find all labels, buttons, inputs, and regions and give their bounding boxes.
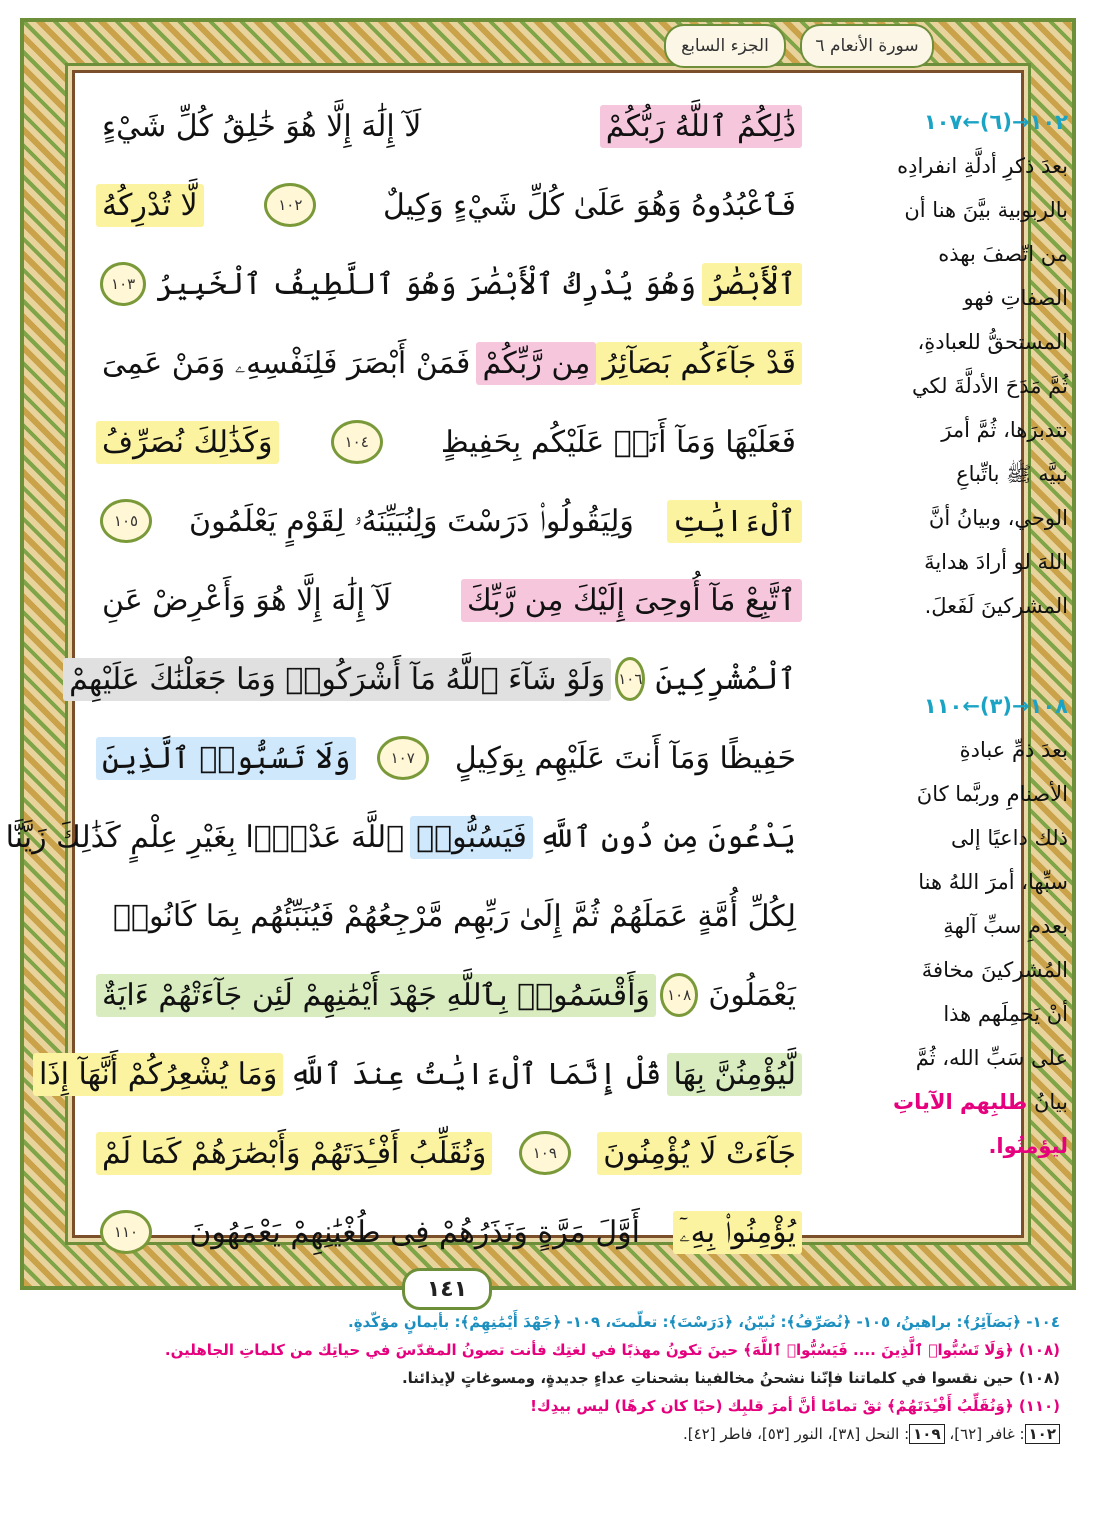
verse-text: أَوَّلَ مَرَّةٍ وَنَذَرُهُمْ فِى طُغْيَٰنِهِمْ يَعْمَهُونَ bbox=[189, 1214, 640, 1250]
quran-line bbox=[90, 325, 808, 401]
commentary-line: بعدَ ذكرِ أدلَّةِ انفرادِه bbox=[897, 154, 1068, 178]
section-spacer bbox=[846, 628, 1068, 684]
verse-text: يَعْمَلُونَ bbox=[708, 977, 796, 1013]
quran-line bbox=[90, 483, 808, 559]
highlighted-verse-text: ذَٰلِكُمُ ٱللَّهُ رَبُّكُمْ bbox=[600, 105, 802, 148]
juz-label: الجزء السابع bbox=[681, 36, 769, 56]
verse-text: قُلْ إِنَّمَا ٱلْءَايَٰتُ عِندَ ٱللَّهِ bbox=[289, 1056, 662, 1092]
verse-text: حَفِيظًا وَمَآ أَنتَ عَلَيْهِم بِوَكِيلٍ bbox=[454, 740, 796, 776]
commentary-line: بعدمِ سبِّ آلهةِ bbox=[943, 914, 1068, 938]
page-number bbox=[402, 1268, 492, 1310]
reflection-footnote: (١٠٨) حين نقسوا في كلماتنا فإنّنا نشحنُ مخالفينا بشحناتِ عداءٍ جديدةٍ، ومسوغاتٍ لإيذائنا. bbox=[401, 1369, 1060, 1387]
commentary-line: الوحي، وبيانُ أنَّ bbox=[928, 506, 1068, 530]
reflection-footnote: (١٠٨) ﴿وَلَا تَسُبُّوا۟ ٱلَّذِينَ .... فَيَسُبُّوا۟ ٱللَّهَ﴾ حينَ تكونُ مهذبًا في لغتِك فأنت تصونُ المقدّسَ في حياتِك من كلماتِ الجاهلين. bbox=[164, 1341, 1060, 1359]
ayah-number-marker: ١١٠ bbox=[100, 1210, 152, 1254]
surah-badge bbox=[800, 24, 934, 68]
quran-line bbox=[90, 878, 808, 954]
verse-text: ٱلْمُشْرِكِينَ bbox=[655, 661, 796, 697]
cross-references bbox=[60, 1420, 1060, 1448]
quran-line bbox=[90, 88, 808, 164]
verse-text: يَدْعُونَ مِن دُونِ ٱللَّهِ bbox=[538, 819, 796, 855]
highlighted-verse-text: وَكَذَٰلِكَ نُصَرِّفُ bbox=[96, 421, 279, 464]
commentary-line: من اتّصفَ بهذه bbox=[938, 242, 1068, 266]
commentary-line: بالربوبية بيَّنَ هنا أن bbox=[904, 198, 1068, 222]
verse-text: لَآ إِلَٰهَ إِلَّا هُوَ وَأَعْرِضْ عَنِ bbox=[102, 582, 392, 618]
ref-verse-number: ١٠٩ bbox=[909, 1424, 944, 1444]
verse-text: ٱللَّهَ عَدْوًۢا بِغَيْرِ عِلْمٍ كَذَٰلِكَ زَيَّنَّا bbox=[5, 819, 405, 855]
highlighted-verse-text: ٱتَّبِعْ مَآ أُوحِىَ إِلَيْكَ مِن رَّبِّكَ bbox=[461, 579, 802, 622]
section-range-title: ١٠٨→(٣)←١١٠ bbox=[923, 694, 1068, 718]
commentary-line: الصفاتِ فهو bbox=[963, 286, 1068, 310]
highlighted-verse-text: وَأَقْسَمُوا۟ بِٱللَّهِ جَهْدَ أَيْمَٰنِهِمْ لَئِن جَآءَتْهُمْ ءَايَةٌ bbox=[96, 974, 656, 1017]
highlighted-verse-text: لَّيُؤْمِنُنَّ بِهَا bbox=[667, 1053, 802, 1096]
ref-verse-number: ١٠٢ bbox=[1025, 1424, 1060, 1444]
commentary-line: أنْ يَحمِلَهم هذا bbox=[943, 1002, 1068, 1026]
highlighted-verse-text: يُؤْمِنُوا۟ بِهِۦٓ bbox=[673, 1211, 802, 1254]
verse-text: لَآ إِلَٰهَ إِلَّا هُوَ خَٰلِقُ كُلِّ شَيْءٍ bbox=[102, 108, 422, 144]
commentary-text: بيانُ bbox=[1033, 1090, 1068, 1114]
commentary-line: على سَبِّ الله، ثُمَّ bbox=[915, 1046, 1068, 1070]
verse-text: وَهُوَ يُدْرِكُ ٱلْأَبْصَٰرَ وَهُوَ ٱللَّطِيفُ ٱلْخَبِيرُ bbox=[156, 266, 697, 302]
commentary-line: نبيَّه ﷺ باتِّباعِ bbox=[956, 462, 1068, 486]
ayah-number-marker: ١٠٧ bbox=[377, 736, 429, 780]
commentary-section-2 bbox=[846, 684, 1068, 1168]
verse-text: وَلِيَقُولُوا۟ دَرَسْتَ وَلِنُبَيِّنَهُۥ لِقَوْمٍ يَعْلَمُونَ bbox=[189, 503, 634, 539]
highlighted-verse-text: وَنُقَلِّبُ أَفْـِٔدَتَهُمْ وَأَبْصَٰرَهُمْ كَمَا لَمْ bbox=[96, 1132, 492, 1175]
ref-text: : النحل [٣٨]، النور [٥٣]، فاطر [٤٢]. bbox=[683, 1425, 910, 1443]
ayah-number-marker: ١٠٥ bbox=[100, 499, 152, 543]
ayah-number-marker: ١٠٦ bbox=[615, 657, 645, 701]
commentary-line: الأصنامِ وربَّما كانَ bbox=[916, 782, 1068, 806]
commentary-section-1 bbox=[846, 100, 1068, 628]
quran-line bbox=[90, 167, 808, 243]
highlighted-verse-text: وَلَا تَسُبُّوا۟ ٱلَّذِينَ bbox=[96, 737, 356, 780]
commentary-line: المُشركينَ مخافةَ bbox=[921, 958, 1068, 982]
verse-text: فَمَنْ أَبْصَرَ فَلِنَفْسِهِۦ وَمَنْ عَمِىَ bbox=[102, 345, 471, 381]
commentary-line: ثُمَّ مَدَحَ الأدلَّةَ لكي bbox=[912, 374, 1068, 398]
quran-line bbox=[90, 720, 808, 796]
commentary-line: سبِّها، أمرَ اللهُ هنا bbox=[918, 870, 1068, 894]
vocabulary-footnote: ١٠٤- ﴿بَصَآئِرُ﴾: براهينُ، ١٠٥- ﴿نُصَرِّفُ﴾: نُبيّنُ، ﴿دَرَسْتَ﴾: تعلّمتَ، ١٠٩- ﴿جَهْدَ أَيْمَٰنِهِمْ﴾: بأيمانٍ مؤكّدةٍ. bbox=[348, 1313, 1060, 1331]
ref-text: : غافر [٦٢]، bbox=[949, 1425, 1025, 1443]
highlighted-verse-text: لَّا تُدْرِكُهُ bbox=[96, 184, 204, 227]
ayah-number-marker: ١٠٤ bbox=[331, 420, 383, 464]
ayah-number-marker: ١٠٢ bbox=[264, 183, 316, 227]
ayah-number-marker: ١٠٩ bbox=[519, 1131, 571, 1175]
commentary-emphasis: طلبِهم الآياتِ bbox=[893, 1090, 1028, 1114]
highlighted-verse-text: قَدْ جَآءَكُم بَصَآئِرُ bbox=[596, 342, 802, 385]
quran-line bbox=[90, 1194, 808, 1270]
footnotes bbox=[60, 1308, 1060, 1448]
section-range-title: ١٠٢→(٦)←١٠٧ bbox=[923, 110, 1068, 134]
juz-badge bbox=[664, 24, 786, 68]
quran-line bbox=[69, 641, 808, 717]
commentary-column bbox=[846, 100, 1068, 1168]
highlighted-verse-text: ٱلْءَايَٰتِ bbox=[667, 500, 802, 543]
quran-line bbox=[5, 799, 808, 875]
quran-line bbox=[38, 1036, 808, 1112]
surah-label: سورة الأنعام ٦ bbox=[815, 36, 919, 56]
quran-line bbox=[90, 1115, 808, 1191]
commentary-line: المستحقُّ للعبادةِ، bbox=[917, 330, 1068, 354]
highlighted-verse-text: ٱلْأَبْصَٰرُ bbox=[702, 263, 802, 306]
commentary-line: نتدبرَها، ثُمَّ أمرَ bbox=[941, 418, 1068, 442]
highlighted-verse-text: وَمَا يُشْعِرُكُمْ أَنَّهَآ إِذَا bbox=[33, 1053, 283, 1096]
quran-line bbox=[90, 404, 808, 480]
quran-line bbox=[90, 562, 808, 638]
highlighted-verse-text: جَآءَتْ لَا يُؤْمِنُونَ bbox=[597, 1132, 802, 1175]
page-number-label: ١٤١ bbox=[426, 1276, 468, 1302]
commentary-emphasis: ليؤمنُوا. bbox=[988, 1134, 1068, 1158]
verse-text: فَعَلَيْهَا وَمَآ أَنَا۠ عَلَيْكُم بِحَفِيظٍ bbox=[440, 424, 796, 460]
quran-text bbox=[5, 88, 808, 1250]
quran-line bbox=[90, 246, 808, 322]
commentary-line: ذلك داعيًا إلى bbox=[951, 826, 1068, 850]
highlighted-verse-text: مِن رَّبِّكُمْ bbox=[476, 342, 596, 385]
commentary-line: اللهَ لو أرادَ هدايةَ bbox=[924, 550, 1068, 574]
ayah-number-marker: ١٠٨ bbox=[660, 973, 698, 1017]
quran-line bbox=[90, 957, 808, 1033]
verse-text: فَٱعْبُدُوهُ وَهُوَ عَلَىٰ كُلِّ شَيْءٍ وَكِيلٌ bbox=[383, 187, 796, 223]
highlighted-verse-text: وَلَوْ شَآءَ ٱللَّهُ مَآ أَشْرَكُوا۟ وَمَا جَعَلْنَٰكَ عَلَيْهِمْ bbox=[63, 658, 611, 701]
verse-text: لِكُلِّ أُمَّةٍ عَمَلَهُمْ ثُمَّ إِلَىٰ رَبِّهِم مَّرْجِعُهُمْ فَيُنَبِّئُهُم بِمَا كَانُوا۟ bbox=[112, 898, 796, 934]
commentary-line: بعدَ ذمِّ عبادةِ bbox=[959, 738, 1068, 762]
highlighted-verse-text: فَيَسُبُّوا۟ bbox=[410, 816, 533, 859]
commentary-line: المشركينَ لَفَعلَ. bbox=[924, 594, 1068, 618]
commentary-line bbox=[846, 1080, 1068, 1124]
reflection-footnote: (١١٠) ﴿وَنُقَلِّبُ أَفْـِٔدَتَهُمْ﴾ ثقْ تمامًا أنَّ أمرَ قلبِك (حبًا كان كرهًا) ليس بيدِك! bbox=[530, 1397, 1060, 1415]
ayah-number-marker: ١٠٣ bbox=[100, 262, 146, 306]
